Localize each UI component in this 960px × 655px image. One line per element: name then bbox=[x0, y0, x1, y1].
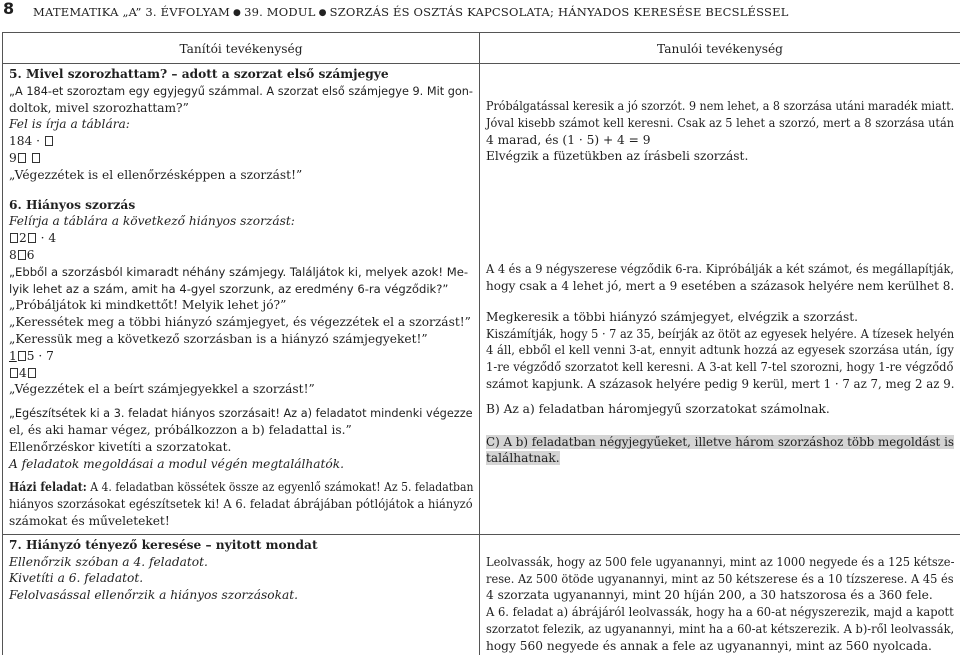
text-line: „Végezzétek el a beírt számjegyekkel a szorzást!” bbox=[9, 382, 315, 397]
text-line: Kiszámítják, hogy 5 · 7 az 35, beírják az ötöt az egyesek helyére. A tízesek helyén bbox=[486, 326, 955, 341]
text-line: Felírja a táblára a következő hiányos szorzást: bbox=[9, 214, 295, 229]
bullet-icon: ● bbox=[318, 8, 327, 18]
text-line: B) Az a) feladatban háromjegyű szorzatokat számolnak. bbox=[486, 401, 830, 416]
text-line: „Próbáljátok ki mindkettőt! Melyik lehet jó?” bbox=[9, 298, 287, 313]
text-line: szorzatot felezik, az ugyanannyi, mint ha a 60-at kétszerezik. A b)-ről leolvassák, bbox=[486, 621, 955, 636]
text-line: „Ebből a szorzásból kimaradt néhány számjegy. Találjátok ki, melyek azok! Me- bbox=[9, 264, 469, 279]
highlighted-text: találhatnak. bbox=[486, 451, 560, 466]
page-header bbox=[0, 0, 960, 24]
running-head bbox=[33, 4, 789, 22]
expression-line: 184 · bbox=[9, 133, 473, 150]
section-5-title: 5. Mivel szorozhattam? – adott a szorzat első számjegye bbox=[9, 67, 389, 81]
text-line: A feladatok megoldásai a modul végén megtalálhatók. bbox=[9, 456, 344, 471]
text-line: Jóval kisebb számot kell keresni. Csak az 5 lehet a szorzó, mert a 8 szorzása után bbox=[486, 115, 955, 130]
empty-box-icon bbox=[10, 233, 18, 243]
bullet-icon: ● bbox=[233, 8, 242, 18]
table-row bbox=[3, 64, 960, 535]
teacher-activity-cell bbox=[3, 64, 480, 535]
text-line: Fel is írja a táblára: bbox=[9, 117, 130, 132]
text-line: számot kapjunk. A százasok helyére pedig 9 kerül, mert 1 · 7 az 7, meg 2 az 9. bbox=[486, 376, 955, 391]
text-line: doltok, mivel szorozhattam?” bbox=[9, 100, 189, 115]
text-line: hogy 560 negyede és annak a fele az ugyanannyi, mint az 560 nyolcada. bbox=[486, 638, 932, 653]
text-line: „Végezzétek is el ellenőrzésképpen a szorzást!” bbox=[9, 167, 303, 182]
expression-line: 4 bbox=[9, 365, 473, 382]
text-line: hiányos szorzásokat egészítsetek ki! A 6. feladat ábrájában pótlójátok a hiányzó bbox=[9, 497, 473, 512]
empty-box-icon bbox=[10, 368, 18, 378]
text-line: Megkeresik a többi hiányzó számjegyet, elvégzik a szorzást. bbox=[486, 309, 858, 324]
table-header-row bbox=[3, 33, 960, 64]
text-line: el, és aki hamar végez, próbálkozzon a b) feladattal is.” bbox=[9, 422, 352, 437]
empty-box-icon bbox=[28, 233, 36, 243]
highlighted-text: C) A b) feladatban négyjegyűeket, illetve három szorzáshoz több megoldást is bbox=[486, 434, 954, 449]
text-line: A 6. feladat a) ábrájáról leolvassák, hogy ha a 60-at négyszerezik, majd a kapott bbox=[486, 605, 954, 620]
text-line: Próbálgatással keresik a jó szorzót. 9 nem lehet, a 8 szorzása utáni maradék miatt. bbox=[486, 99, 955, 113]
section-6-title: 6. Hiányos szorzás bbox=[9, 197, 136, 212]
empty-box-icon bbox=[18, 351, 26, 361]
teacher-column-header: Tanítói tevékenység bbox=[3, 33, 480, 64]
text-line: „Keressük meg a következő szorzásban is a hiányzó számjegyeket!” bbox=[9, 331, 428, 346]
text-line: 4 marad, és (1 · 5) + 4 = 9 bbox=[486, 132, 651, 147]
homework-line: Házi feladat: A 4. feladatban kössétek össze az egyenlő számokat! Az 5. feladatban bbox=[9, 480, 474, 495]
text-line: 4 áll, ebből el kell venni 3-at, ennyit adtunk hozzá az egyesek szorzása után, így bbox=[486, 343, 954, 358]
text-line: Elvégzik a füzetükben az írásbeli szorzást. bbox=[486, 149, 749, 164]
text-line: „Keressétek meg a többi hiányzó számjegyet, és végezzétek el a szorzást!” bbox=[9, 315, 471, 330]
topic-label: SZORZÁS ÉS OSZTÁS KAPCSOLATA; HÁNYADOS KERESÉSE BECSLÉSSEL bbox=[329, 5, 789, 19]
expression-line: 9 bbox=[9, 150, 473, 167]
empty-box-icon bbox=[18, 250, 26, 260]
text-line: Leolvassák, hogy az 500 fele ugyanannyi, mint az 1000 negyede és a 125 kétsze- bbox=[486, 554, 955, 569]
text-line: „Egészítsétek ki a 3. feladat hiányos szorzásait! Az a) feladatot mindenki végezze bbox=[9, 406, 473, 421]
text-line: Ellenőrzik szóban a 4. feladatot. bbox=[9, 554, 208, 569]
text-line: lyik lehet az a szám, amit ha 4-gyel szorzunk, az eredmény 6-ra végződik?” bbox=[9, 281, 449, 296]
empty-box-icon bbox=[28, 368, 36, 378]
activity-table bbox=[2, 32, 960, 655]
text-line: 4 szorzata ugyanannyi, mint 20 híján 200, a 30 hatszorosa és a 360 fele. bbox=[486, 588, 933, 603]
text-line: rese. Az 500 ötöde ugyanannyi, mint az 50 kétszerese és a 10 tízszerese. A 45 és bbox=[486, 571, 954, 586]
student-activity-cell bbox=[480, 534, 960, 655]
teacher-activity-cell bbox=[3, 534, 480, 655]
empty-box-icon bbox=[45, 136, 53, 146]
expression-line: 8 6 bbox=[9, 247, 35, 262]
expression-line: 2 · 4 bbox=[9, 230, 473, 247]
section-7-title: 7. Hiányzó tényező keresése – nyitott mondat bbox=[9, 537, 318, 552]
text-line: számokat és műveleteket! bbox=[9, 513, 170, 528]
text-line: 1-re végződő szorzatot kell keresni. A 3-at kell 7-tel szorozni, hogy 1-re végződő bbox=[486, 360, 954, 375]
student-column-header: Tanulói tevékenység bbox=[480, 33, 960, 64]
text-line: hogy csak a 4 lehet jó, mert a 9 esetében a százasok helyére nem kerülhet 8. bbox=[486, 278, 955, 293]
text-line: „A 184-et szoroztam egy egyjegyű számmal. A szorzat első számjegye 9. Mit gon- bbox=[9, 83, 473, 98]
page-number: 8 bbox=[3, 0, 15, 18]
text-line: Kivetíti a 6. feladatot. bbox=[9, 571, 144, 586]
module-label: 39. MODUL bbox=[244, 5, 316, 19]
text-line: A 4 és a 9 négyszerese végződik 6-ra. Kipróbálják a két számot, és megállapítják, bbox=[486, 262, 954, 277]
expression-line: 1 5 · 7 bbox=[9, 348, 54, 363]
text-line: Felolvasással ellenőrzik a hiányos szorzásokat. bbox=[9, 588, 299, 603]
table-row bbox=[3, 534, 960, 655]
subject-label: MATEMATIKA „A” 3. ÉVFOLYAM bbox=[33, 5, 230, 19]
empty-box-icon bbox=[32, 153, 40, 163]
student-activity-cell bbox=[480, 64, 960, 535]
text-line: Ellenőrzéskor kivetíti a szorzatokat. bbox=[9, 439, 232, 454]
empty-box-icon bbox=[18, 153, 26, 163]
